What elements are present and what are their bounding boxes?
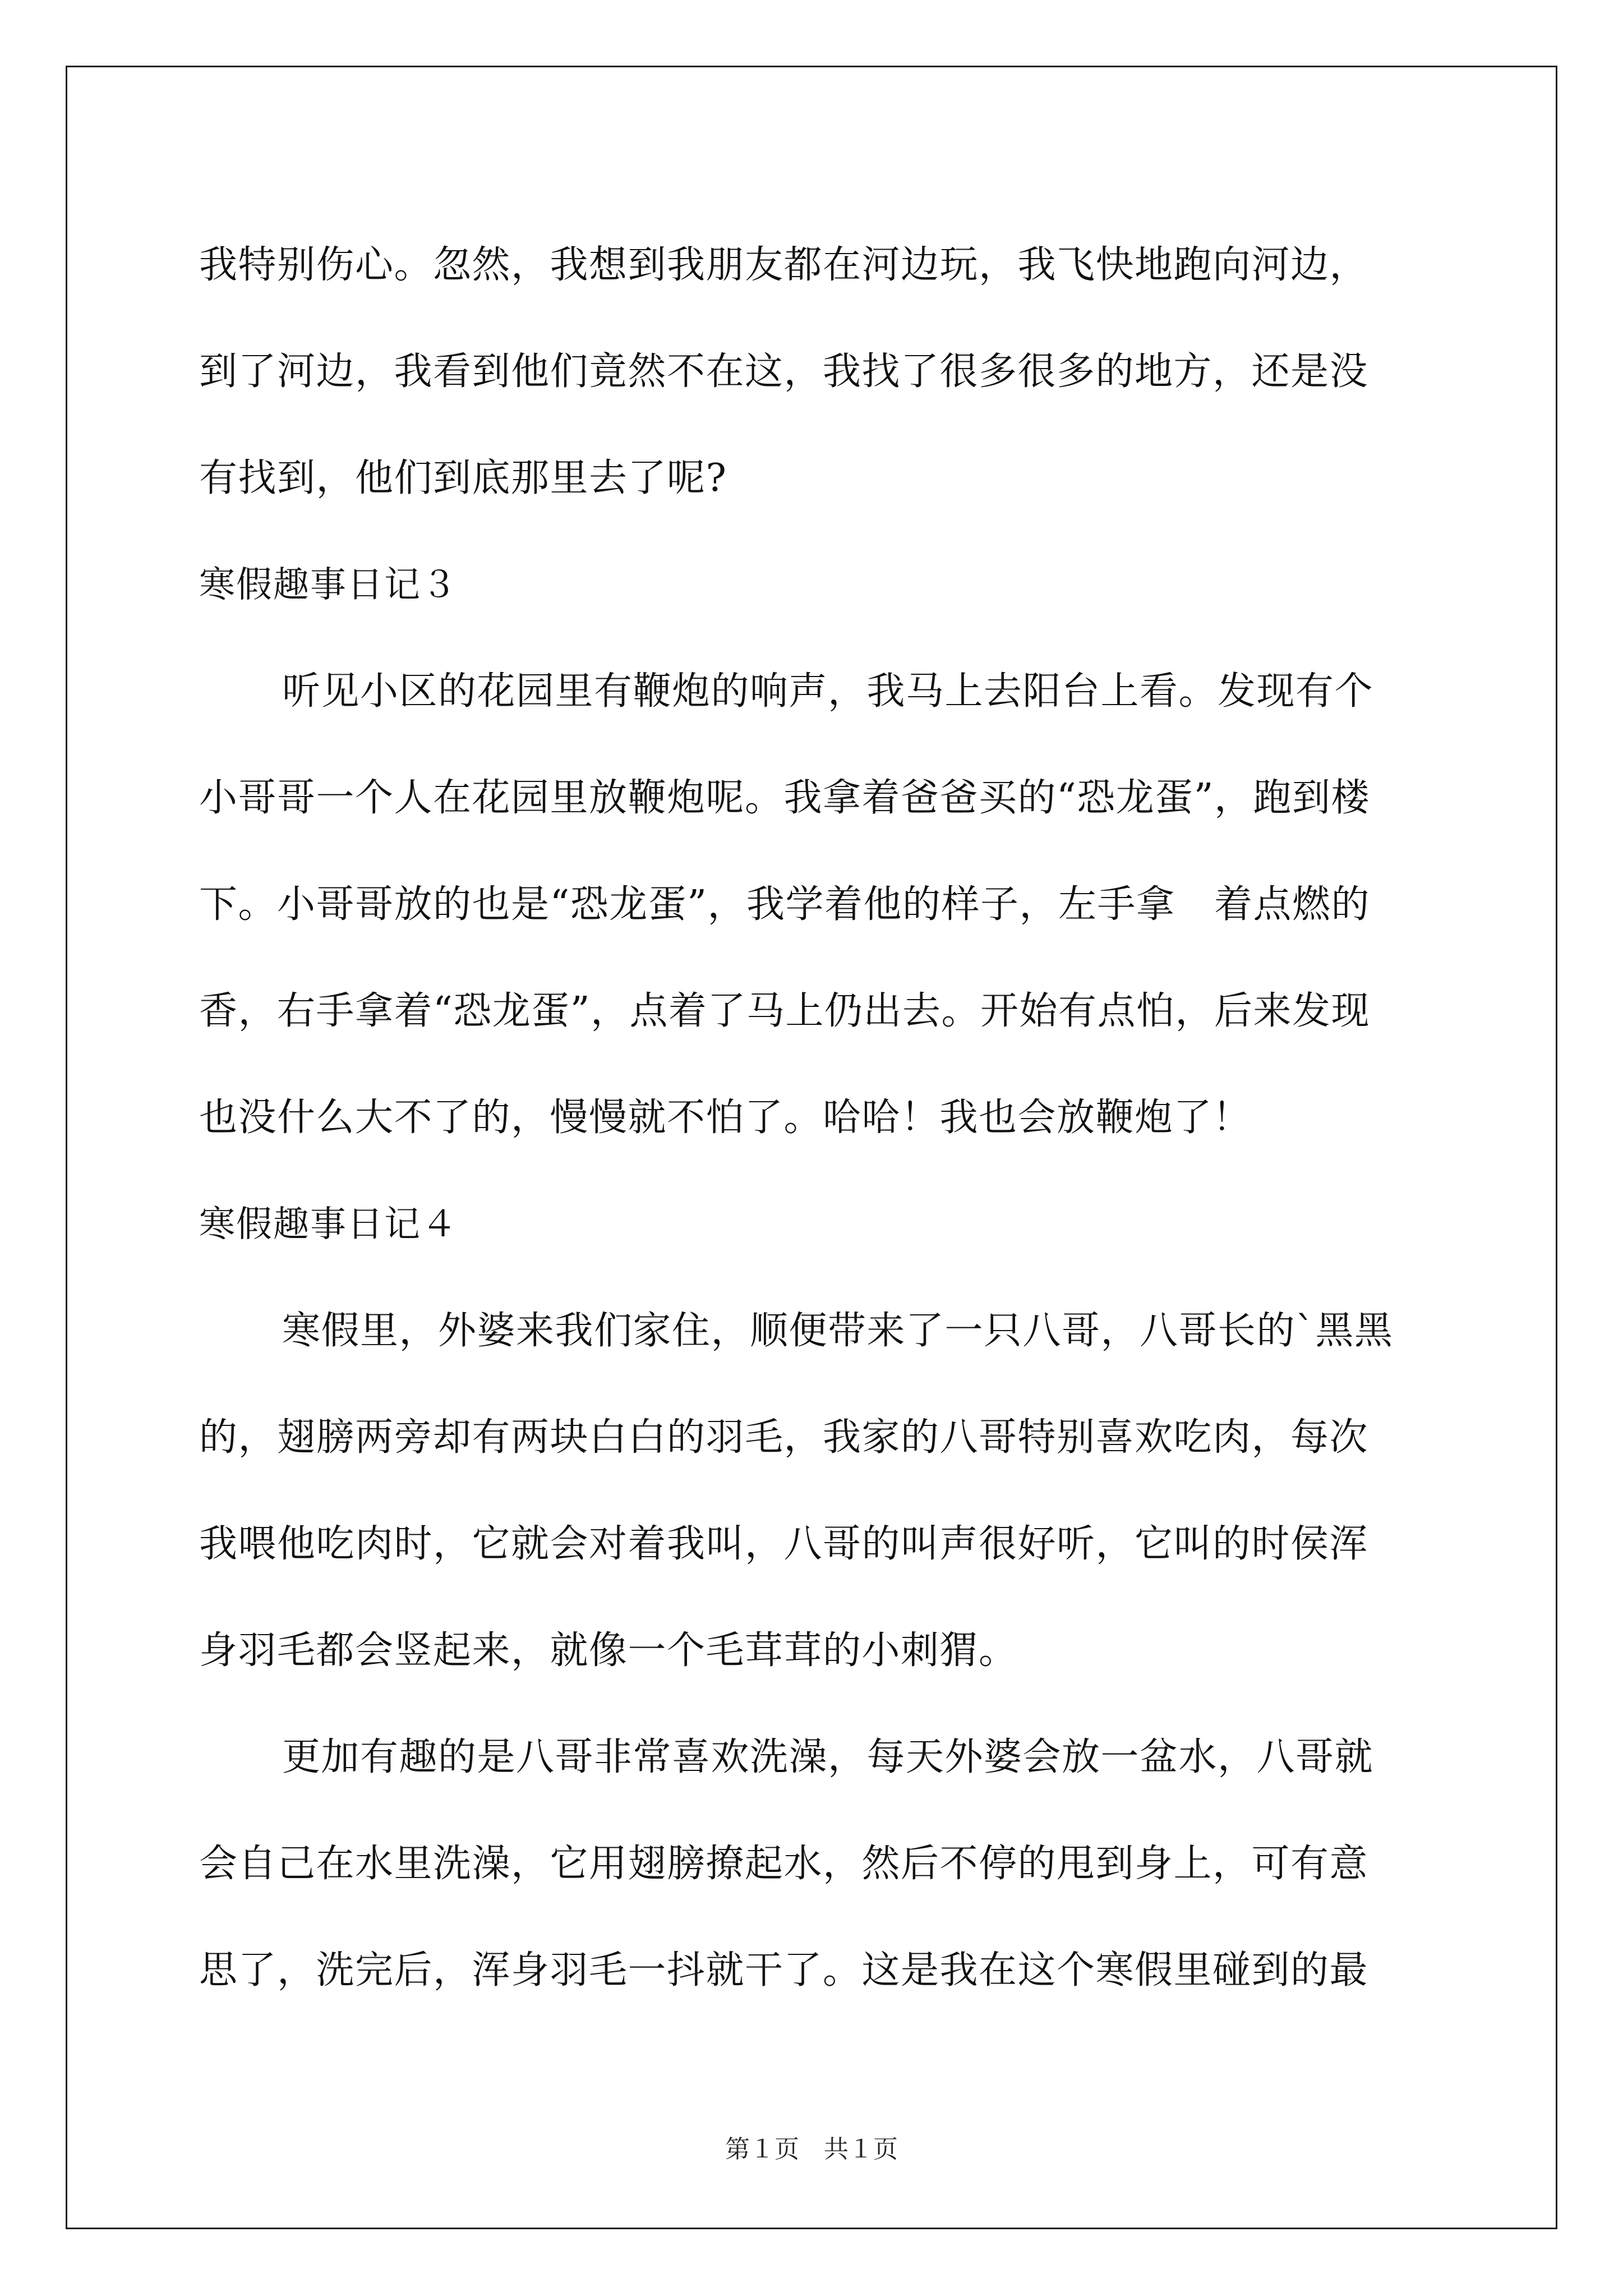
- section-heading: 寒假趣事日记３: [199, 564, 458, 606]
- text-line: 小哥哥一个人在花园里放鞭炮呢。我拿着爸爸买的“恐龙蛋”，跑到楼: [199, 776, 1371, 820]
- text-line: 身羽毛都会竖起来，就像一个毛茸茸的小刺猬。: [199, 1628, 1018, 1673]
- text-line: 我喂他吃肉时，它就会对着我叫，八哥的叫声很好听，它叫的时侯浑: [199, 1522, 1369, 1566]
- text-line: 下。小哥哥放的也是“恐龙蛋”，我学着他的样子，左手拿 着点燃的: [199, 882, 1371, 927]
- text-line: 更加有趣的是八哥非常喜欢洗澡，每天外婆会放一盆水，八哥就: [282, 1735, 1374, 1779]
- text-line: 我特别伤心。忽然，我想到我朋友都在河边玩，我飞快地跑向河边，: [199, 243, 1369, 287]
- text-line: 思了，洗完后，浑身羽毛一抖就干了。这是我在这个寒假里碰到的最: [199, 1948, 1369, 1993]
- text-line: 到了河边，我看到他们竟然不在这，我找了很多很多的地方，还是没: [199, 349, 1369, 394]
- text-line: 寒假里，外婆来我们家住，顺便带来了一只八哥，八哥长的`黑黑: [282, 1309, 1394, 1353]
- text-line: 的，翅膀两旁却有两块白白的羽毛，我家的八哥特别喜欢吃肉，每次: [199, 1415, 1369, 1460]
- text-line: 听见小区的花园里有鞭炮的响声，我马上去阳台上看。发现有个: [282, 669, 1374, 714]
- text-line: 会自己在水里洗澡，它用翅膀撩起水，然后不停的甩到身上，可有意: [199, 1842, 1369, 1886]
- text-line: 有找到，他们到底那里去了呢?: [199, 456, 727, 500]
- document-body: [199, 212, 1433, 2024]
- section-heading: 寒假趣事日记４: [199, 1204, 458, 1245]
- page-footer: 第１页 共１页: [725, 2135, 898, 2164]
- text-line: 也没什么大不了的，慢慢就不怕了。哈哈！我也会放鞭炮了！: [199, 1096, 1252, 1140]
- text-line: 香，右手拿着“恐龙蛋”，点着了马上仍出去。开始有点怕，后来发现: [199, 989, 1371, 1033]
